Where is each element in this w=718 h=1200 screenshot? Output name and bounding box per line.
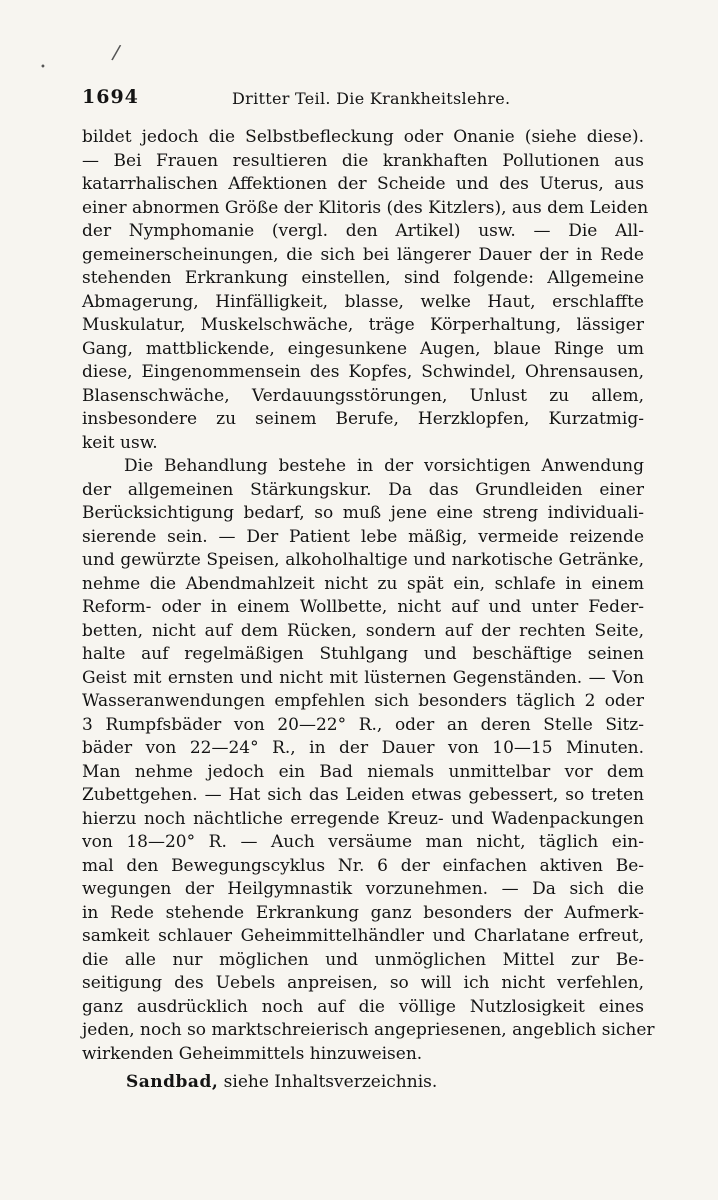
text-line: Reform- oder in einem Wollbette, nicht auf und unter Feder- [82,597,644,617]
text-line: insbesondere zu seinem Berufe, Herzklopfen, Kurzatmig- [82,409,644,429]
text-line: und gewürzte Speisen, alkoholhaltige und narkotische Getränke, [82,550,644,570]
text-line: Muskulatur, Muskelschwäche, träge Körperhaltung, lässiger [82,315,644,335]
text-line: stehenden Erkrankung einstellen, sind folgende: Allgemeine [82,268,644,288]
text-line: bildet jedoch die Selbstbefleckung oder Onanie (siehe diese). [82,127,644,147]
text-line: nehme die Abendmahlzeit nicht zu spät ein, schlafe in einem [82,573,644,594]
text-line: Man nehme jedoch ein Bad niemals unmittelbar vor dem [82,761,644,782]
running-head: Dritter Teil. Die Krankheitslehre. [232,89,511,108]
text-line: bäder von 22—24° R., in der Dauer von 10—15 Minuten. [82,738,644,758]
text-line: der Nymphomanie (vergl. den Artikel) usw. — Die All- [82,221,644,241]
paragraph-treatment [82,455,655,1066]
text-line: Berücksichtigung bedarf, so muß jene eine streng individuali- [82,503,644,523]
text-line: wirkenden Geheimmittels hinzuweisen. [82,1043,423,1064]
text-line: diese, Eingenommensein des Kopfes, Schwindel, Ohrensausen, [82,362,644,382]
text-line: betten, nicht auf dem Rücken, sondern auf der rechten Seite, [82,620,644,641]
text-line: wegungen der Heilgymnastik vorzunehmen. — Da sich die [82,879,644,899]
speck-mark: • [40,62,46,73]
paragraph-symptoms [82,126,649,455]
text-line: mal den Bewegungscyklus Nr. 6 der einfachen aktiven Be- [82,855,644,876]
text-line: Abmagerung, Hinfälligkeit, blasse, welke Haut, erschlaffte [82,291,644,312]
text-line: samkeit schlauer Geheimmittelhändler und Charlatane erfreut, [82,926,644,946]
text-line: keit usw. [82,432,158,453]
text-line: ganz ausdrücklich noch auf die völlige Nutzlosigkeit eines [82,996,644,1017]
text-line: von 18—20° R. — Auch versäume man nicht, täglich ein- [82,832,644,852]
entry-headword: Sandbad, [126,1072,219,1092]
pencil-slash-mark: / [110,39,123,65]
text-line: Gang, mattblickende, eingesunkene Augen, blaue Ringe um [82,338,644,359]
text-line: — Bei Frauen resultieren die krankhaften Pollutionen aus [82,150,644,171]
text-line: katarrhalischen Affektionen der Scheide und des Uterus, aus [82,174,644,194]
text-line: jeden, noch so marktschreierisch angepriesenen, angeblich sicher [82,1020,655,1040]
entry-text: siehe Inhaltsverzeichnis. [223,1072,438,1092]
text-line: 3 Rumpfsbäder von 20—22° R., oder an deren Stelle Sitz- [82,714,644,735]
text-line: hierzu noch nächtliche erregende Kreuz- und Wadenpackungen [82,808,644,829]
text-line: in Rede stehende Erkrankung ganz besonders der Aufmerk- [82,902,644,923]
text-line: sierende sein. — Der Patient lebe mäßig, vermeide reizende [82,526,644,547]
text-line: einer abnormen Größe der Klitoris (des Kitzlers), aus dem Leiden [82,197,649,218]
text-line: seitigung des Uebels anpreisen, so will ich nicht verfehlen, [82,973,644,993]
page-header [82,86,652,116]
text-line: Die Behandlung bestehe in der vorsichtigen Anwendung [124,456,644,476]
text-line: der allgemeinen Stärkungskur. Da das Grundleiden einer [82,479,644,500]
text-line: gemeinerscheinungen, die sich bei längerer Dauer der in Rede [82,244,644,265]
text-line: Zubettgehen. — Hat sich das Leiden etwas gebessert, so treten [82,785,644,805]
text-line: die alle nur möglichen und unmöglichen Mittel zur Be- [82,949,644,970]
dictionary-entry [82,1069,644,1095]
page-number: 1694 [82,86,139,108]
text-line: Wasseranwendungen empfehlen sich besonders täglich 2 oder [82,691,644,711]
body-text [82,126,655,1095]
text-line: halte auf regelmäßigen Stuhlgang und beschäftige seinen [82,644,644,664]
text-line: Blasenschwäche, Verdauungsstörungen, Unlust zu allem, [82,385,644,406]
text-line: Geist mit ernsten und nicht mit lüsternen Gegenständen. — Von [82,667,644,688]
